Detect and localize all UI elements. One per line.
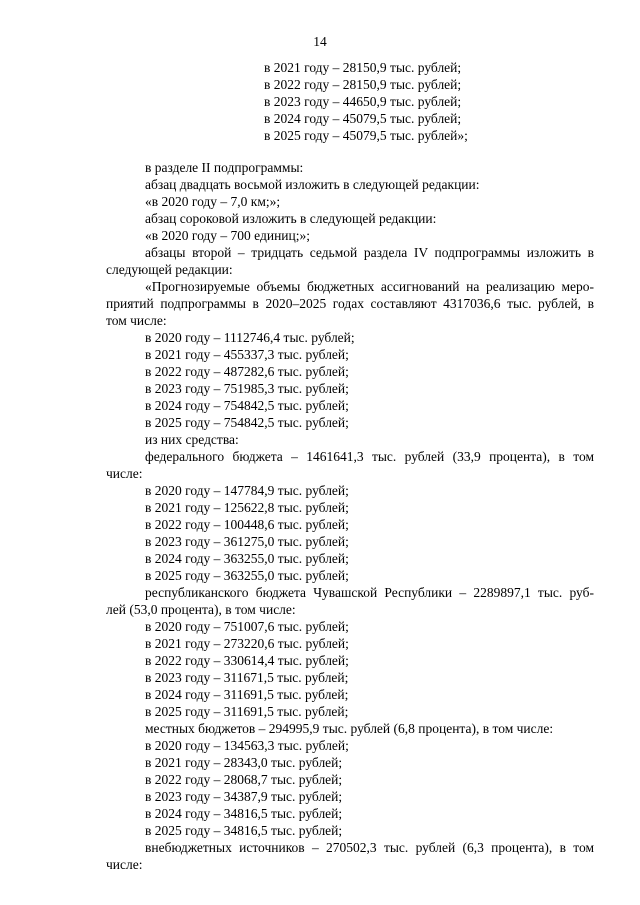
- forecast-line2: приятий подпрограммы в 2020–2025 годах составляют 4317036,6 тыс. рублей, в: [106, 296, 594, 311]
- section2-intro: в разделе II подпрограммы:: [145, 160, 304, 175]
- top-year-2025: в 2025 году – 45079,5 тыс. рублей»;: [264, 128, 468, 143]
- top-year-2023: в 2023 году – 44650,9 тыс. рублей;: [264, 94, 462, 109]
- federal-line2: числе:: [106, 466, 143, 481]
- federal-year-2021: в 2021 году – 125622,8 тыс. рублей;: [145, 500, 349, 515]
- forecast-line1: «Прогнозируемые объемы бюджетных ассигнований на реализацию меро-: [145, 279, 594, 294]
- total-year-2025: в 2025 году – 754842,5 тыс. рублей;: [145, 415, 349, 430]
- total-year-2021: в 2021 году – 455337,3 тыс. рублей;: [145, 347, 349, 362]
- top-year-2022: в 2022 году – 28150,9 тыс. рублей;: [264, 77, 462, 92]
- total-year-2020: в 2020 году – 1112746,4 тыс. рублей;: [145, 330, 355, 345]
- para28-text: «в 2020 году – 7,0 км;»;: [145, 194, 281, 209]
- para40-instruction: абзац сороковой изложить в следующей редакции:: [145, 211, 437, 226]
- republic-year-2020: в 2020 году – 751007,6 тыс. рублей;: [145, 619, 349, 634]
- republic-year-2021: в 2021 году – 273220,6 тыс. рублей;: [145, 636, 349, 651]
- republic-line1: республиканского бюджета Чувашской Республики – 2289897,1 тыс. руб-: [145, 585, 594, 600]
- local-year-2021: в 2021 году – 28343,0 тыс. рублей;: [145, 755, 343, 770]
- local-year-2023: в 2023 году – 34387,9 тыс. рублей;: [145, 789, 343, 804]
- federal-year-2025: в 2025 году – 363255,0 тыс. рублей;: [145, 568, 349, 583]
- local-year-2022: в 2022 году – 28068,7 тыс. рублей;: [145, 772, 343, 787]
- republic-line2: лей (53,0 процента), в том числе:: [106, 602, 296, 617]
- republic-year-2022: в 2022 году – 330614,4 тыс. рублей;: [145, 653, 349, 668]
- extrabudget-line2: числе:: [106, 857, 143, 872]
- top-year-2024: в 2024 году – 45079,5 тыс. рублей;: [264, 111, 462, 126]
- forecast-line3: том числе:: [106, 313, 167, 328]
- total-year-2024: в 2024 году – 754842,5 тыс. рублей;: [145, 398, 349, 413]
- total-year-2023: в 2023 году – 751985,3 тыс. рублей;: [145, 381, 349, 396]
- local-year-2020: в 2020 году – 134563,3 тыс. рублей;: [145, 738, 349, 753]
- republic-year-2023: в 2023 году – 311671,5 тыс. рублей;: [145, 670, 349, 685]
- federal-line1: федерального бюджета – 1461641,3 тыс. рублей (33,9 процента), в том: [145, 449, 594, 464]
- local-line1: местных бюджетов – 294995,9 тыс. рублей (6,8 процента), в том числе:: [145, 721, 554, 736]
- of-which-label: из них средства:: [145, 432, 239, 447]
- top-year-2021: в 2021 году – 28150,9 тыс. рублей;: [264, 60, 462, 75]
- page-number: 14: [313, 34, 327, 49]
- republic-year-2025: в 2025 году – 311691,5 тыс. рублей;: [145, 704, 349, 719]
- federal-year-2020: в 2020 году – 147784,9 тыс. рублей;: [145, 483, 349, 498]
- section4-instruction-line2: следующей редакции:: [106, 262, 233, 277]
- federal-year-2022: в 2022 году – 100448,6 тыс. рублей;: [145, 517, 349, 532]
- para28-instruction: абзац двадцать восьмой изложить в следующей редакции:: [145, 177, 480, 192]
- republic-year-2024: в 2024 году – 311691,5 тыс. рублей;: [145, 687, 349, 702]
- extrabudget-line1: внебюджетных источников – 270502,3 тыс. рублей (6,3 процента), в том: [145, 840, 594, 855]
- federal-year-2024: в 2024 году – 363255,0 тыс. рублей;: [145, 551, 349, 566]
- section4-instruction-line1: абзацы второй – тридцать седьмой раздела IV подпрограммы изложить в: [145, 245, 594, 260]
- para40-text: «в 2020 году – 700 единиц;»;: [145, 228, 311, 243]
- federal-year-2023: в 2023 году – 361275,0 тыс. рублей;: [145, 534, 349, 549]
- local-year-2024: в 2024 году – 34816,5 тыс. рублей;: [145, 806, 343, 821]
- local-year-2025: в 2025 году – 34816,5 тыс. рублей;: [145, 823, 343, 838]
- total-year-2022: в 2022 году – 487282,6 тыс. рублей;: [145, 364, 349, 379]
